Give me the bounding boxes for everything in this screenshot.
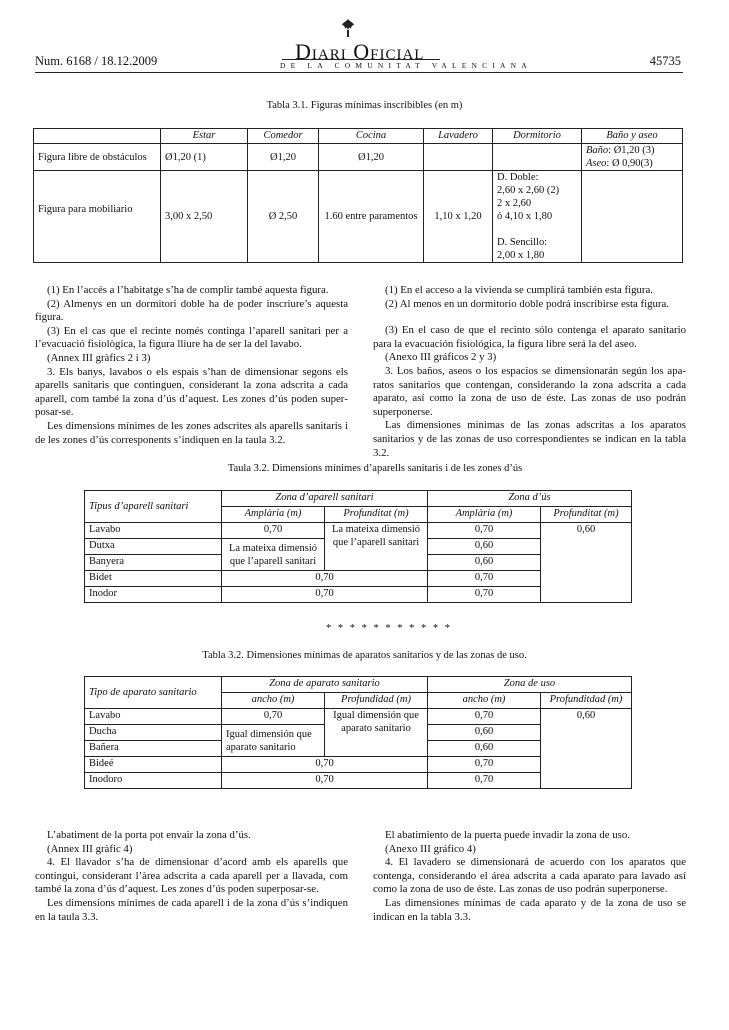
table1-caption: Tabla 3.1. Figuras mínimas inscribibles (en m) [266, 100, 463, 111]
paragraph: Las dimensiones mínimas de cada aparato y de la zona de uso se indican en la tabla 3.3. [373, 896, 686, 923]
paragraph: 4. El lavadero se dimensionará de acuerdo con los aparatos que contenga, considerando el área adscrita a cada aparato para lavado así como la zona de uso de éste. Las zonas de uso podrán superponerse. [373, 856, 686, 896]
table3-cell: 0,60 [428, 725, 541, 741]
section-separator: * * * * * * * * * * * [326, 623, 452, 634]
paragraph: 4. El llavador s’ha de dimensionar d’acord amb els aparells que contingui, considerant l’àrea adscrita a cada aparell per a llavada, com també la zona d’ús d’aquest. Les zones d’ús poden superposar-se. [35, 856, 348, 896]
paragraph: (3) En el caso de que el recinto sólo contenga el aparato sanitario para la evacuación fisiológica, la figura libre será la del aseo. [373, 324, 686, 350]
paragraph: (2) Almenys en un dormitori doble ha de poder inscriure’s aquesta figura. [35, 297, 348, 324]
dormitorio-line: 2,00 x 1,80 [497, 250, 545, 261]
dormitorio-line: D. Doble: [497, 172, 539, 183]
table1-cell [424, 144, 493, 171]
table2-cell: 0,70 [222, 571, 428, 587]
table1-header: Comedor [248, 129, 319, 144]
dormitorio-line: D. Sencillo: [497, 237, 548, 248]
issue-number: Num. 6168 / 18.12.2009 [35, 54, 158, 68]
table2-same-dim-amplaria: La mateixa dimensió que l’aparell sanitari [222, 539, 325, 571]
table2-header-profunditat: Profunditat (m) [325, 507, 428, 523]
table3-header-ancho: ancho (m) [222, 693, 325, 709]
logo-subtitle: DE LA COMUNITAT VALENCIANA [280, 61, 532, 70]
table2-header-tipus: Tipus d’aparell sanitari [85, 491, 222, 523]
table1-row-label: Figura para mobiliario [34, 171, 161, 263]
table1-cell [582, 171, 683, 263]
table2-cell: 0,70 [428, 587, 541, 603]
dormitorio-line [497, 223, 577, 236]
table2-cell: 0,70 [222, 587, 428, 603]
bano-label: Baño [586, 145, 609, 156]
table2-same-dim-profunditat: La mateixa dimensió que l’aparell sanitari [325, 523, 428, 571]
table2-caption: Taula 3.2. Dimensions mínimes d’aparells sanitaris i de les zones d’ús [227, 463, 523, 474]
dormitorio-line: 2 x 2,60 [497, 198, 532, 209]
table2-row-name: Banyera [85, 555, 222, 571]
table2-row-name: Bidet [85, 571, 222, 587]
table2-cell: 0,70 [428, 523, 541, 539]
table3-same-dim-prof: Igual dimensión que aparato sanitario [325, 709, 428, 757]
table2-row-name: Inodor [85, 587, 222, 603]
notes-valencian-1 [35, 284, 348, 447]
aseo-value: : Ø 0,90(3) [606, 158, 653, 169]
table3-header-tipo: Tipo de aparato sanitario [85, 677, 222, 709]
paragraph: (Annex III gràfics 2 i 3) [47, 351, 151, 364]
dormitorio-line: 2,60 x 2,60 (2) [497, 185, 560, 196]
table-aparatos-sanitarios [84, 676, 632, 789]
table1-cell: Ø1,20 [319, 144, 424, 171]
table1-header: Lavadero [424, 129, 493, 144]
table-figuras-minimas [33, 128, 683, 263]
page-number: 45735 [649, 54, 681, 68]
bat-emblem-icon [341, 18, 355, 38]
table1-header: Dormitorio [493, 129, 582, 144]
dormitorio-line: ó 4,10 x 1,80 [497, 211, 553, 222]
table1-cell-bano [582, 144, 683, 171]
table-aparells-sanitaris [84, 490, 632, 603]
paragraph: (2) Al menos en un dormitorio doble podrá inscribirse esta figura. [385, 297, 669, 310]
paragraph: 3. Els banys, lavabos o els espais s’han de dimensionar segons els aparells sanitaris que continguen, considerant la zona adscrita a cada aparell, com també la zona d’ús d’aquest. Les zones d’ús poden superposar-se. [35, 365, 348, 419]
aseo-label: Aseo [586, 158, 607, 169]
table2-header-profunditat: Profunditat (m) [541, 507, 632, 523]
table2-header-zona-aparell: Zona d’aparell sanitari [222, 491, 428, 507]
table1-header: Cocina [319, 129, 424, 144]
table2-cell: 0,60 [428, 555, 541, 571]
table3-use-prof: 0,60 [541, 709, 632, 789]
table3-caption: Tabla 3.2. Dimensiones mínimas de aparatos sanitarios y de las zonas de uso. [202, 650, 527, 661]
paragraph: (Anexo III gráficos 2 y 3) [385, 351, 497, 364]
paragraph: (Annex III gràfic 4) [47, 842, 133, 855]
table3-cell: 0,70 [428, 709, 541, 725]
table1-cell: Ø1,20 [248, 144, 319, 171]
table3-cell: 0,70 [222, 773, 428, 789]
paragraph: Las dimensiones mínimas de las zonas adscritas a los aparatos sanitarios y de las zonas de uso correspondientes se indican en la tabla 3.2. [373, 419, 686, 459]
paragraph: Les dimensions mínimes de cada aparell i de la zona d’ús s’indiquen en la taula 3.3. [35, 896, 348, 923]
table3-row-name: Bañera [85, 741, 222, 757]
table3-cell: 0,70 [428, 773, 541, 789]
table3-header-prof: Profunditdad (m) [541, 693, 632, 709]
paragraph: (Anexo III gráfico 4) [385, 842, 476, 855]
table3-cell: 0,70 [428, 757, 541, 773]
table3-row-name: Ducha [85, 725, 222, 741]
table2-header-zona-us: Zona d’ús [428, 491, 632, 507]
bano-value: : Ø1,20 (3) [608, 145, 655, 156]
logo-title: Diari Oficial [295, 39, 425, 64]
table3-header-zona-aparato: Zona de aparato sanitario [222, 677, 428, 693]
table2-row-name: Lavabo [85, 523, 222, 539]
table3-row-name: Lavabo [85, 709, 222, 725]
table3-header-ancho: ancho (m) [428, 693, 541, 709]
table3-cell: 0,70 [222, 757, 428, 773]
table2-header-amplaria: Amplària (m) [428, 507, 541, 523]
table3-cell: 0,60 [428, 741, 541, 757]
paragraph: (1) En l’accés a l’habitatge s’ha de complir també aquesta figura. [47, 284, 329, 296]
table3-header-zona-uso: Zona de uso [428, 677, 632, 693]
notes-spanish-2 [373, 829, 686, 924]
table2-cell: 0,70 [428, 571, 541, 587]
paragraph: (1) En el acceso a la vivienda se cumplirá también esta figura. [385, 284, 654, 296]
table2-header-amplaria: Amplària (m) [222, 507, 325, 523]
table2-cell: 0,60 [428, 539, 541, 555]
table1-cell: Ø 2,50 [248, 171, 319, 263]
table1-cell: Ø1,20 (1) [161, 144, 248, 171]
table1-cell [493, 144, 582, 171]
table3-header-prof: Profundidad (m) [325, 693, 428, 709]
paragraph: El abatimiento de la puerta puede invadir la zona de uso. [385, 829, 630, 841]
paragraph: L’abatiment de la porta pot envair la zona d’ús. [47, 829, 251, 841]
table1-header: Estar [161, 129, 248, 144]
table1-row-label: Figura libre de obstáculos [34, 144, 161, 171]
paragraph: (3) En el cas que el recinte només continga l’aparell sanitari per a l’evacuació fisiològica, la figura lliure ha de ser la del lavabo. [35, 324, 348, 351]
table1-cell: 3,00 x 2,50 [161, 171, 248, 263]
table2-cell: 0,70 [222, 523, 325, 539]
table3-same-dim-ancho: Igual dimensión que aparato sanitario [222, 725, 325, 757]
table1-header: Baño y aseo [582, 129, 683, 144]
table1-header-empty [34, 129, 161, 144]
notes-valencian-2 [35, 829, 348, 924]
notes-spanish-1 [373, 284, 686, 460]
table1-cell: 1,10 x 1,20 [424, 171, 493, 263]
table1-cell-dormitorio [493, 171, 582, 263]
table3-row-name: Bideé [85, 757, 222, 773]
table2-row-name: Dutxa [85, 539, 222, 555]
table3-cell: 0,70 [222, 709, 325, 725]
table1-cell: 1.60 entre paramentos [319, 171, 424, 263]
header-rule [35, 72, 683, 73]
paragraph: 3. Los baños, aseos o los espacios se dimensionarán según los aparatos sanitarios que contengan, considerando la zona adscrita a cada aparato, así como la zona de uso de éste. Las zonas de uso podrán superponerse. [373, 364, 686, 418]
paragraph: Les dimensions mínimes de les zones adscrites als aparells sanitaris i de les zones d’ús corresponents s’indiquen en la taula 3.2. [35, 419, 348, 446]
table2-use-profunditat: 0,60 [541, 523, 632, 603]
table3-row-name: Inodoro [85, 773, 222, 789]
logo-line [282, 59, 440, 60]
